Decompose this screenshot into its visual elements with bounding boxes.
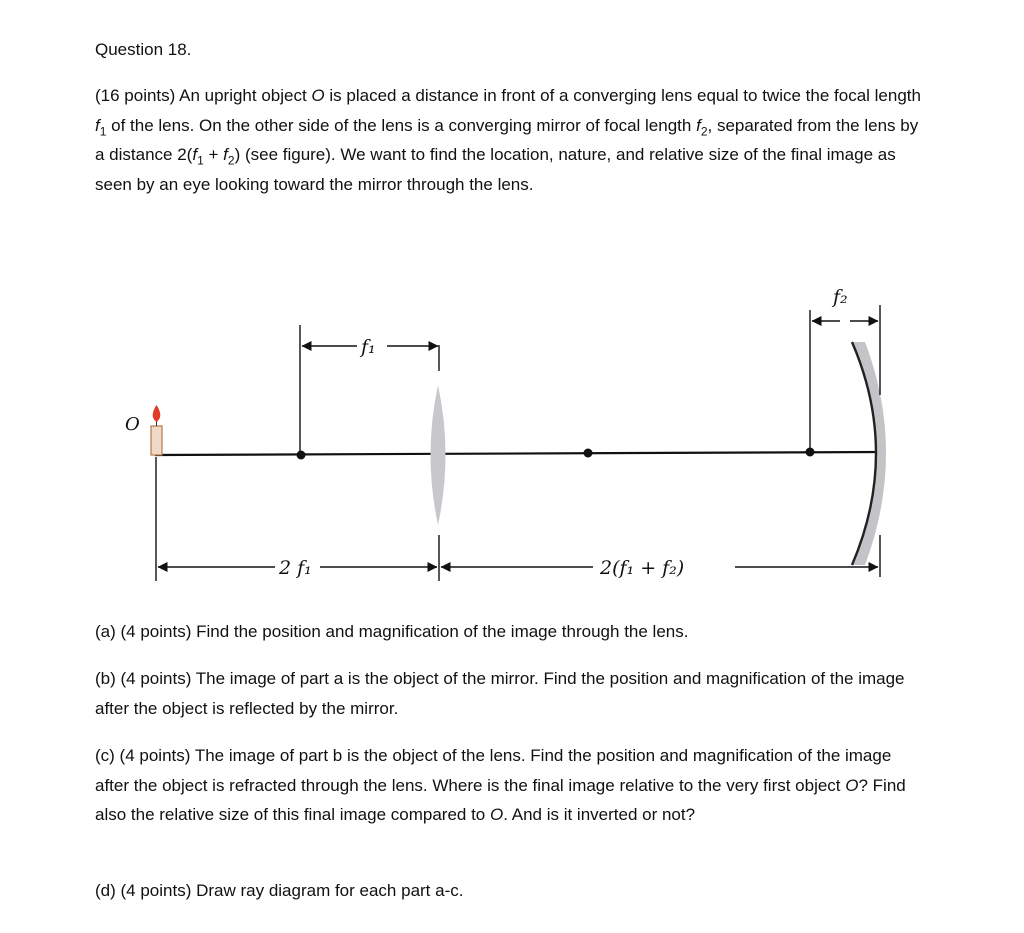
problem-statement [95,81,925,199]
plus-sign: + [203,145,224,164]
part-c-text-1: (c) (4 points) The image of part b is the object of the lens. Find the position and magnification of the image after the object is refracted through the lens. Where is the final image relative to the very first object [95,746,892,795]
f2-dimension-label: f₂ [833,286,848,308]
intro-text-5: ) (see figure). We want to find the location, nature, and relative size of the final image as seen by an eye looking toward the mirror through the lens. [95,145,896,194]
f1-symbol: f [95,115,100,135]
converging-lens [431,385,446,525]
two-f1-dimension-label: 2 f₁ [279,557,312,579]
f2-subscript: 2 [700,123,708,138]
object-symbol: O [311,86,325,105]
intro-text-1: (16 points) An upright object [95,86,312,105]
candle-object-icon [151,405,162,455]
f1-subscript: 1 [99,123,107,138]
part-b: (b) (4 points) The image of part a is the object of the mirror. Find the position and magnification of the image after the object is reflected by the mirror. [95,669,905,718]
converging-mirror [852,342,886,565]
intro-text-3: of the lens. On the other side of the lens is a converging mirror of focal length [106,115,697,135]
f1-dimension-label: f₁ [361,336,376,358]
f2-subscript-b: 2 [227,153,235,168]
f2-symbol-b: f [223,145,228,164]
f1-symbol-b: f [192,145,198,164]
f2-symbol: f [696,115,701,135]
f1-subscript-b: 1 [197,153,204,168]
part-a: (a) (4 points) Find the position and magnification of the image through the lens. [95,622,689,641]
part-c [95,741,925,830]
part-c-object-symbol: O [845,775,859,795]
part-c-object-symbol-2: O [489,805,504,824]
center-point [584,449,593,458]
optical-axis [155,452,883,455]
mirror-focal-point [806,448,815,457]
intro-text-4: , separated from the lens by a distance 2( [95,115,919,164]
part-c-text-3: . And is it inverted or not? [503,805,696,824]
part-c-text-2: ? Find also the relative size of this final image compared to [95,775,906,824]
separation-dimension-label: 2(f₁ + f₂) [600,557,685,579]
object-label: O [125,414,140,435]
intro-text-2: is placed a distance in front of a converging lens equal to twice the focal length [324,86,921,105]
question-title: Question 18. [95,40,192,59]
left-focal-point [297,451,306,460]
optics-figure [95,245,925,590]
part-d: (d) (4 points) Draw ray diagram for each part a-c. [95,881,464,900]
